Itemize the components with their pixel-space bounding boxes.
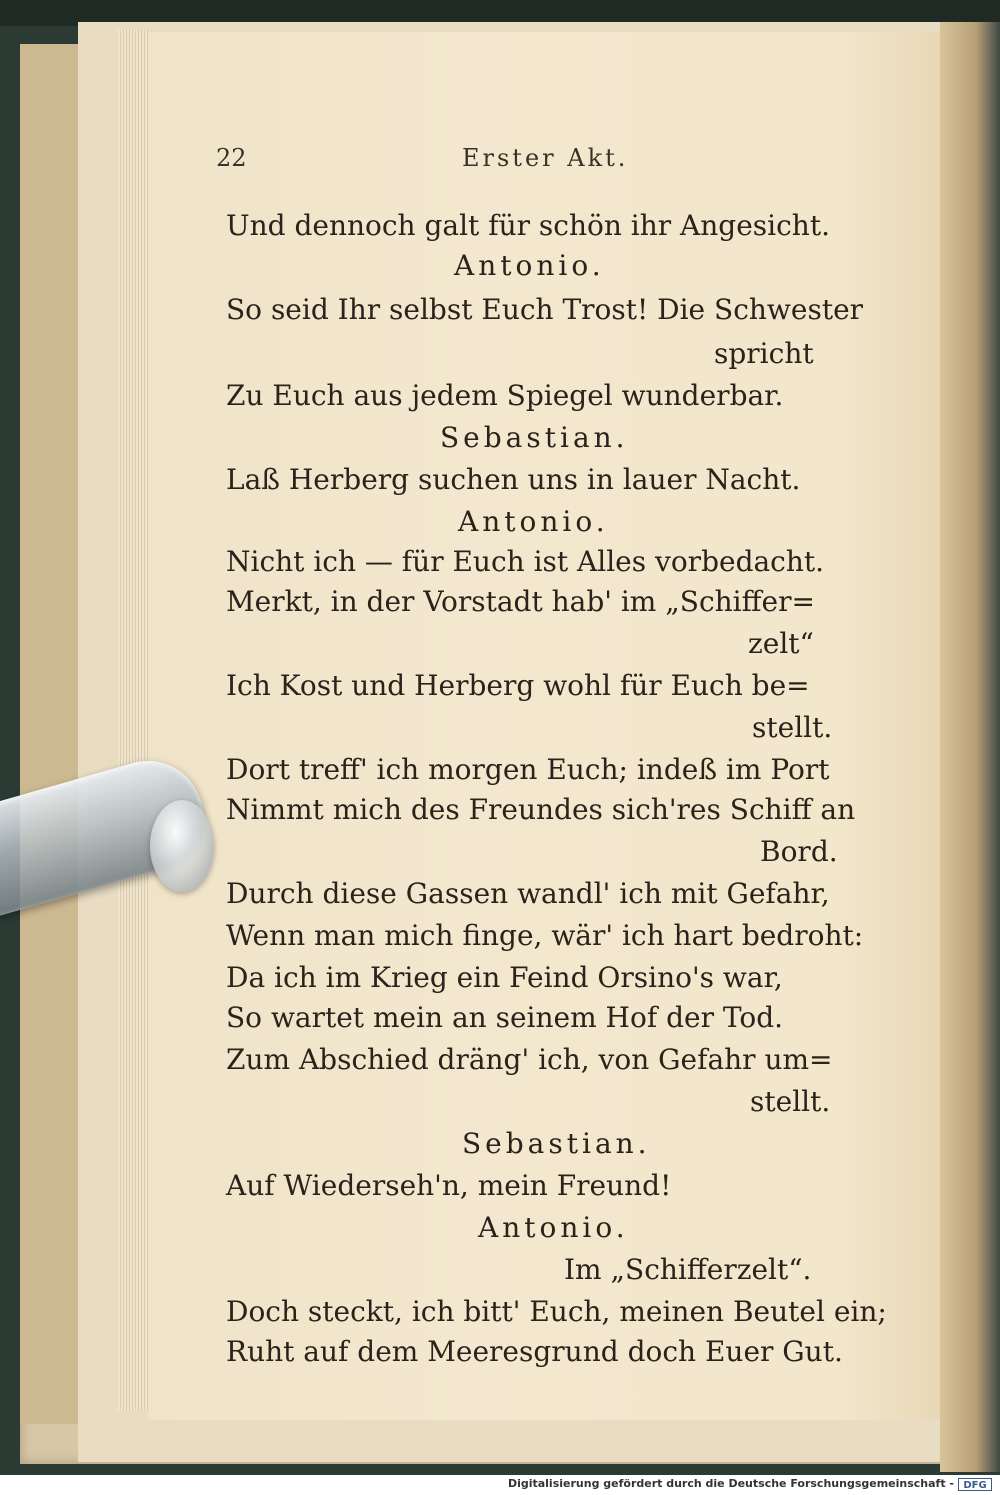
page-gutter-shadow — [940, 22, 1000, 1472]
text-line: Da ich im Krieg ein Feind Orsino's war, — [226, 961, 783, 994]
text-line: Doch steckt, ich bitt' Euch, meinen Beutel ein; — [226, 1295, 887, 1328]
text-line: Ich Kost und Herberg wohl für Euch be= — [226, 669, 810, 702]
text-line: Wenn man mich finge, wär' ich hart bedroht: — [226, 919, 864, 952]
text-line: Dort treff' ich morgen Euch; indeß im Port — [226, 753, 830, 786]
text-line: So wartet mein an seinem Hof der Tod. — [226, 1001, 784, 1034]
text-line: Merkt, in der Vorstadt hab' im „Schiffer= — [226, 585, 815, 618]
book-cover-edge — [20, 44, 80, 1424]
page-holder-tip — [150, 800, 214, 892]
text-line-continuation: Bord. — [760, 835, 838, 868]
text-line: Laß Herberg suchen uns in lauer Nacht. — [226, 463, 801, 496]
page-edges — [118, 30, 148, 1410]
footer-credit: Digitalisierung gefördert durch die Deutsche Forschungsgemeinschaft - — [507, 1477, 954, 1490]
text-line: Nicht ich — für Euch ist Alles vorbedacht. — [226, 545, 825, 578]
text-line-continuation: zelt“ — [748, 627, 814, 660]
text-line: Ruht auf dem Meeresgrund doch Euer Gut. — [226, 1335, 843, 1368]
footer-bar — [0, 1475, 1000, 1495]
page-number: 22 — [216, 144, 247, 172]
text-line: Auf Wiederseh'n, mein Freund! — [226, 1169, 672, 1202]
text-line-continuation: stellt. — [752, 711, 833, 744]
speaker-name: Sebastian. — [440, 421, 629, 454]
text-line: Zum Abschied dräng' ich, von Gefahr um= — [226, 1043, 833, 1076]
speaker-name: Antonio. — [478, 1211, 629, 1244]
running-head: Erster Akt. — [462, 144, 629, 172]
text-line: Nimmt mich des Freundes sich'res Schiff an — [226, 793, 856, 826]
text-line: Und dennoch galt für schön ihr Angesicht. — [226, 209, 830, 242]
dfg-logo: DFG — [958, 1478, 992, 1491]
text-line-continuation: stellt. — [750, 1085, 831, 1118]
speaker-name: Antonio. — [458, 505, 609, 538]
text-line: Durch diese Gassen wandl' ich mit Gefahr, — [226, 877, 830, 910]
text-line: So seid Ihr selbst Euch Trost! Die Schwester — [226, 293, 864, 326]
text-line: Im „Schifferzelt“. — [564, 1253, 812, 1286]
speaker-name: Antonio. — [454, 249, 605, 282]
text-line-continuation: spricht — [714, 337, 814, 370]
speaker-name: Sebastian. — [462, 1127, 651, 1160]
text-line: Zu Euch aus jedem Spiegel wunderbar. — [226, 379, 784, 412]
